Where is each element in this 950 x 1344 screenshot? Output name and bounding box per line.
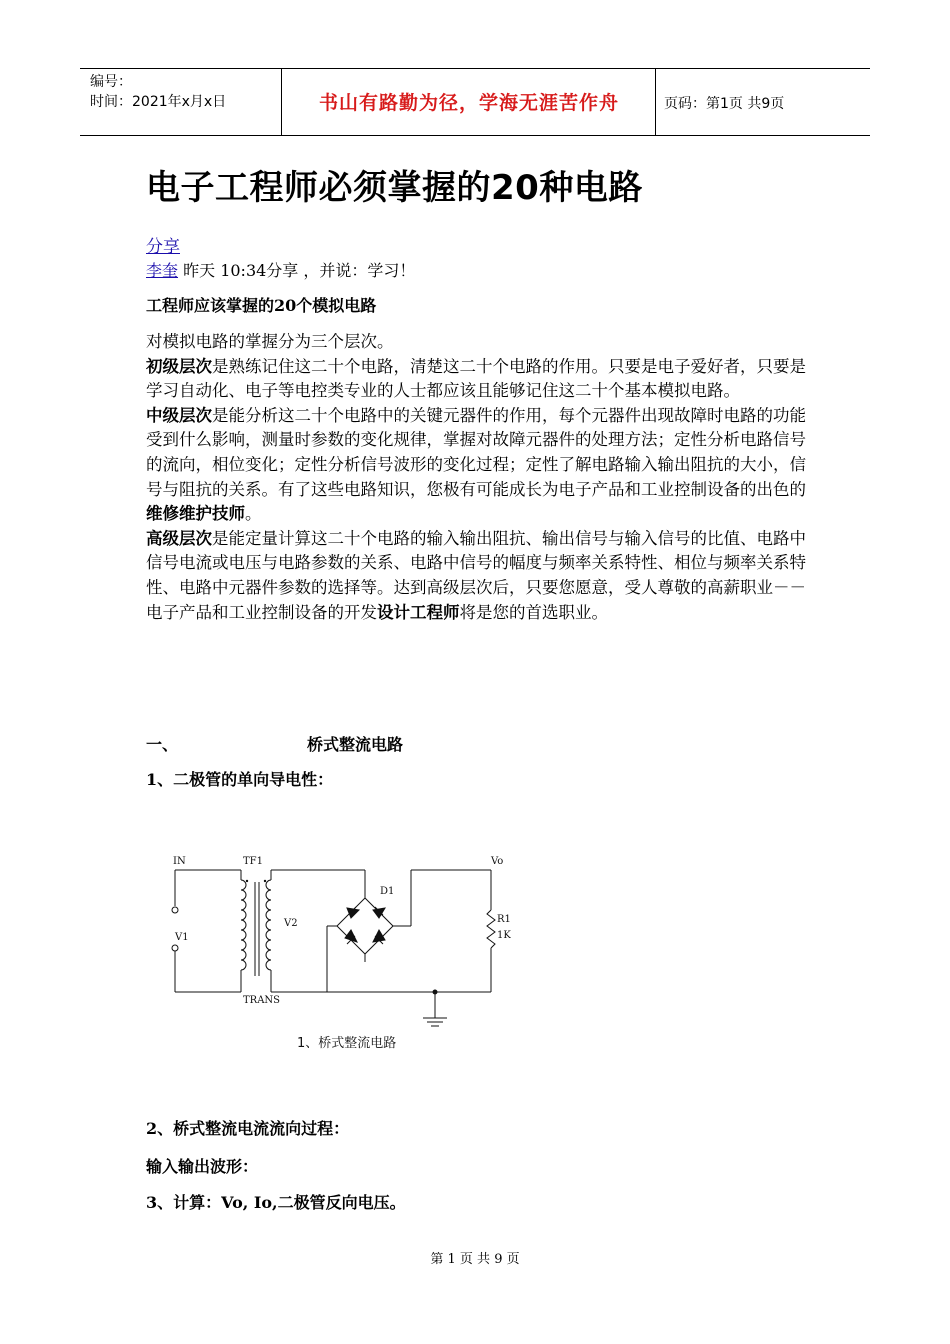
meta-line	[146, 258, 415, 281]
level3-end: 将是您的首选职业。	[459, 602, 608, 622]
label-in: IN	[173, 856, 186, 867]
diagram-caption: 1、桥式整流电路	[297, 1036, 397, 1051]
item3-heading: 3、计算：Vo, Io,二极管反向电压。	[146, 1193, 406, 1212]
header-top-border	[80, 68, 870, 69]
level3-label: 高级层次	[146, 528, 212, 548]
level2-bold: 维修维护技师	[146, 504, 245, 524]
label-tf1: TF1	[243, 856, 263, 867]
waveform-heading: 输入输出波形：	[146, 1157, 259, 1176]
level2-label: 中级层次	[146, 405, 212, 425]
level1-label: 初级层次	[146, 356, 212, 376]
page-title: 电子工程师必须掌握的20种电路	[146, 168, 643, 208]
label-d1: D1	[380, 886, 395, 897]
label-trans: TRANS	[243, 995, 281, 1006]
header-bottom-border	[80, 135, 870, 136]
level2-end: 。	[245, 504, 262, 524]
header-page-number: 页码：第1页 共9页	[664, 96, 785, 112]
level1-paragraph	[146, 355, 806, 404]
author-link[interactable]: 李奎	[146, 261, 179, 280]
level3-paragraph	[146, 527, 806, 625]
level3-text: 是能定量计算这二十个电路的输入输出阻抗、输出信号与输入信号的比值、电路中信号电流或电压与电路参数的关系、电路中信号的幅度与频率关系特性、相位与频率关系特性、电路中元器件参数的选择等。达到高级层次后，只要您愿意，受人尊敬的高薪职业－－电子产品和工业控制设备的开发	[146, 528, 806, 622]
level2-paragraph	[146, 404, 806, 527]
header-motto: 书山有路勤为径，学海无涯苦作舟	[318, 92, 619, 114]
label-r1: R1	[497, 914, 511, 925]
level3-bold: 设计工程师	[377, 602, 460, 622]
level1-text: 是熟练记住这二十个电路，清楚这二十个电路的作用。只要是电子爱好者，只要是学习自动化、电子等电控类专业的人士都应该且能够记住这二十个基本模拟电路。	[146, 356, 806, 401]
intro-paragraph: 对模拟电路的掌握分为三个层次。	[146, 332, 394, 351]
section1-title: 桥式整流电路	[307, 735, 404, 754]
level2-text: 是能分析这二十个电路中的关键元器件的作用，每个元器件出现故障时电路的功能受到什么影响，测量时参数的变化规律，掌握对故障元器件的处理方法；定性分析电路信号的流向，相位变化；定性分析信号波形的变化过程；定性了解电路输入输出阻抗的大小，信号与阻抗的关系。有了这些电路知识，您极有可能成长为电子产品和工业控制设备的出色的	[146, 405, 806, 499]
item1-heading: 1、二极管的单向导电性：	[146, 770, 334, 789]
header-divider-1	[281, 68, 282, 136]
label-v2: V2	[284, 918, 298, 929]
header-info	[90, 72, 226, 112]
article-body	[146, 330, 806, 625]
page-footer: 第 1 页 共 9 页	[430, 1252, 520, 1267]
section1-number: 一、	[146, 735, 179, 754]
label-v1: V1	[175, 932, 189, 943]
share-line	[146, 232, 180, 257]
header-divider-2	[655, 68, 656, 136]
label-vo: Vo	[491, 856, 504, 867]
subheading: 工程师应该掌握的20个模拟电路	[146, 296, 377, 315]
header-time: 时间：2021年x月x日	[90, 94, 227, 110]
bridge-rectifier-diagram	[165, 850, 525, 1055]
label-1k: 1K	[497, 930, 511, 941]
item2-heading: 2、桥式整流电流流向过程：	[146, 1119, 350, 1138]
share-link[interactable]: 分享	[146, 237, 180, 257]
header-number: 编号：	[90, 74, 132, 90]
meta-text: 昨天 10:34分享 ，并说：学习！	[178, 261, 416, 280]
